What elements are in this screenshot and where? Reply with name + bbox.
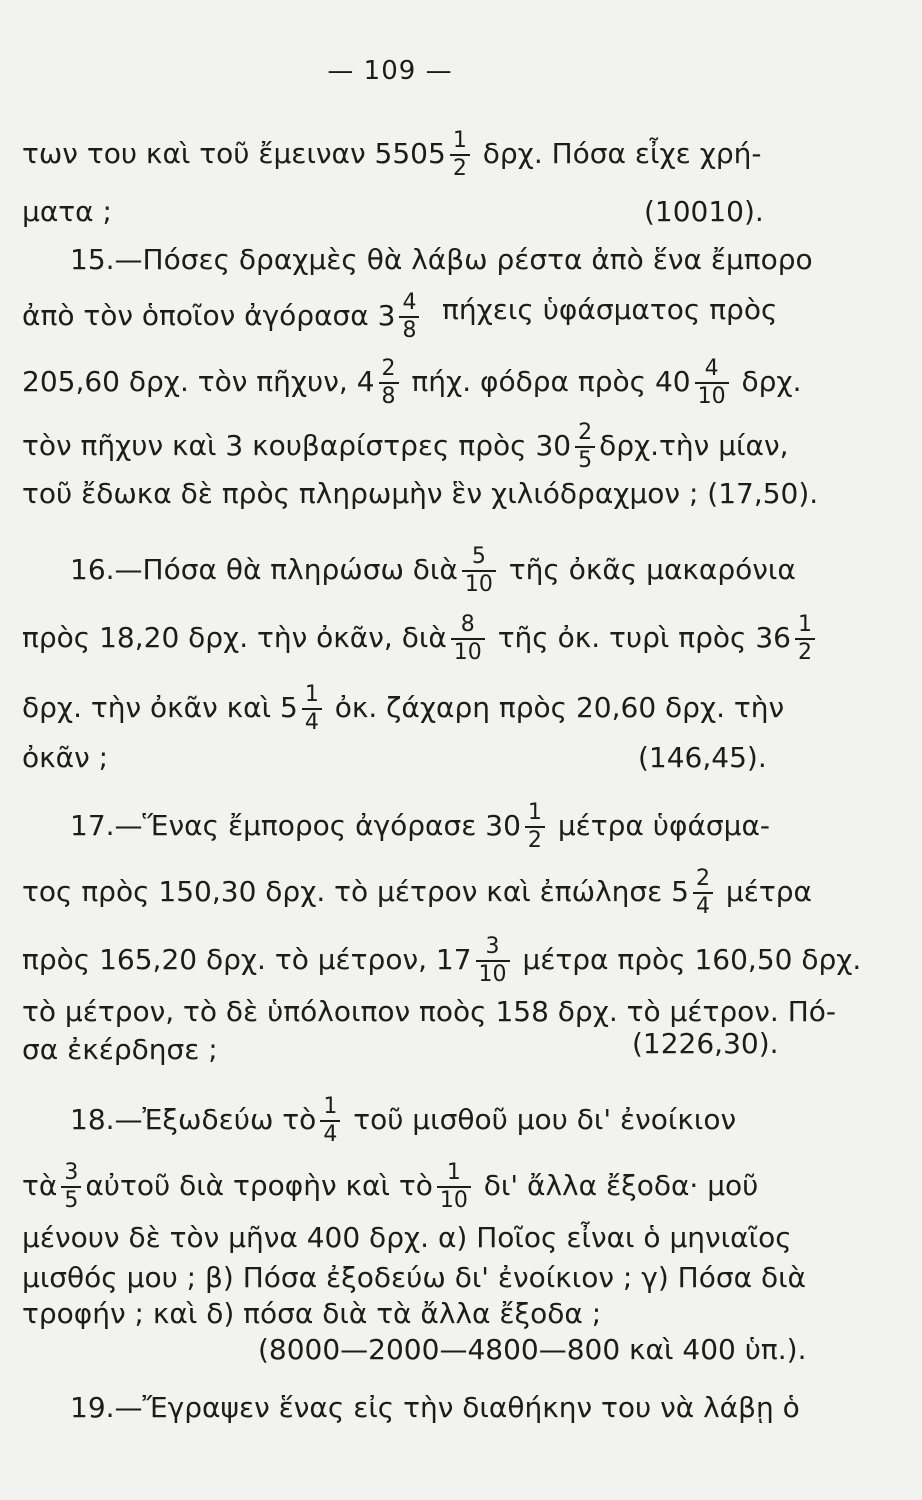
text-run: δρχ. τὴν ὀκᾶν καὶ 5 [22,691,298,724]
fraction [379,356,399,410]
problem-16-start: 16.—Πόσα θὰ πληρώσω διὰ [70,553,458,586]
fraction [575,420,595,474]
denominator: 8 [402,318,417,343]
denominator: 2 [798,640,812,665]
numerator: 8 [451,612,485,640]
text-line [22,290,782,344]
denominator: 4 [304,710,319,735]
text-run: τὰ [22,1169,58,1202]
text-run: ὀκ. ζάχαρη πρὸς 20,60 δρχ. τὴν [334,691,785,724]
answer: (10010). [644,195,764,228]
denominator: 2 [452,156,467,181]
text-run: δρχ. Πόσα εἶχε χρή- [482,137,762,170]
denominator: 5 [64,1188,79,1213]
text-line: τὸ μέτρον, τὸ δὲ ὑπόλοιπον ποὸς 158 δρχ. τὸ μέτρον. Πό- [22,995,836,1028]
denominator: 10 [464,572,493,597]
text-line: τοῦ ἔδωκα δὲ πρὸς πληρωμὴν ἓν χιλιόδραχμον ; (17,50). [22,477,819,510]
denominator: 8 [381,384,396,409]
numerator: 5 [462,544,496,572]
fraction [320,1094,340,1148]
denominator: 10 [697,384,726,409]
text-line: τροφήν ; καὶ δ) πόσα διὰ τὰ ἄλλα ἔξοδα ; [22,1297,602,1330]
denominator: 4 [696,894,710,919]
numerator: 3 [476,934,510,962]
fraction [795,612,815,666]
text-run: πήχ. φόδρα πρὸς 40 [411,365,691,398]
numerator: 2 [379,356,399,384]
text-run: 205,60 δρχ. τὸν πῆχυν, 4 [22,365,375,398]
text-run: μέτρα πρὸς 160,50 δρχ. [522,943,862,976]
numerator: 1 [795,612,815,640]
text-line [22,192,782,232]
numerator: 1 [437,1160,471,1188]
problem-19-start: 19.—Ἔγραψεν ἕνας εἰς τὴν διαθήκην του νὰ λάβῃ ὁ [70,1391,800,1424]
text-run: αὐτοῦ διὰ τροφὴν καὶ τὸ [85,1169,433,1202]
text-run: μέτρα [725,875,812,908]
text-line [22,1027,782,1070]
text-run: τοῦ μισθοῦ μου δι' ἐνοίκιον [353,1103,737,1136]
fraction [437,1160,471,1214]
text-run: δρχ. [741,365,802,398]
fraction [450,128,470,182]
fraction [451,612,485,666]
numerator: 3 [61,1160,81,1188]
problem-17-start: 17.—Ἕνας ἔμπορος ἀγόρασε 30 [70,809,521,842]
denominator: 2 [527,828,542,853]
fraction [399,290,419,344]
text-run: πρὸς 18,20 δρχ. τὴν ὀκᾶν, διὰ [22,621,447,654]
numerator: 1 [320,1094,340,1122]
denominator: 10 [453,640,482,665]
numerator: 1 [525,800,545,828]
text-run: πρὸς 165,20 δρχ. τὸ μέτρον, 17 [22,943,472,976]
answer: (8000—2000—4800—800 καὶ 400 ὑπ.). [258,1333,807,1366]
numerator: 2 [575,420,595,448]
text-run: ματα ; [22,195,112,228]
text-line [22,738,782,778]
text-line [22,128,782,182]
fraction [695,356,729,410]
numerator: 4 [695,356,729,384]
text-line: μένουν δὲ τὸν μῆνα 400 δρχ. α) Ποῖος εἶναι ὁ μηνιαῖος [22,1221,792,1254]
page-number: — 109 — [327,56,453,86]
text-run: των του καὶ τοῦ ἔμειναν 5505 [22,137,446,170]
fraction [525,800,545,854]
answer: (146,45). [638,741,767,774]
numerator: 1 [450,128,470,156]
denominator: 5 [578,448,593,473]
problem-18-start: 18.—Ἐξωδεύω τὸ [70,1103,317,1136]
numerator: 2 [693,866,713,894]
answer: (1226,30). [632,1027,779,1060]
denominator: 10 [439,1188,468,1213]
text-run: δι' ἄλλα ἔξοδα· μοῦ [483,1169,759,1202]
numerator: 4 [399,290,419,318]
text-run: μέτρα ὑφάσμα- [557,809,771,842]
text-line: μισθός μου ; β) Πόσα ἐξοδεύω δι' ἐνοίκιον ; γ) Πόσα διὰ [22,1261,806,1294]
fraction [476,934,510,988]
text-line [22,866,812,920]
denominator: 4 [323,1122,338,1147]
text-line [70,1094,830,1148]
text-line [22,682,785,736]
text-line [22,934,862,988]
text-run: τῆς ὀκ. τυρὶ πρὸς 36 [497,621,791,654]
text-line [70,544,830,598]
problem-15-start: 15.—Πόσες δραχμὲς θὰ λάβω ρέστα ἀπὸ ἕνα ἔμπορο [70,243,813,276]
text-run: τῆς ὀκᾶς μακαρόνια [508,553,796,586]
fraction [693,866,713,920]
text-line [22,420,789,474]
text-line [70,800,830,854]
fraction [302,682,322,736]
text-run: ὀκᾶν ; [22,741,109,774]
numerator: 1 [302,682,322,710]
text-run: ἀπὸ τὸν ὁποῖον ἀγόρασα 3 [22,299,396,332]
fraction [462,544,496,598]
text-line [22,356,802,410]
text-line [22,612,812,666]
text-run: πήχεις ὑφάσματος πρὸς [442,293,778,326]
text-line [22,1160,782,1214]
text-run: δρχ.τὴν μίαν, [599,429,789,462]
text-run: σα ἐκέρδησε ; [22,1033,218,1066]
text-run: τὸν πῆχυν καὶ 3 κουβαρίστρες πρὸς 30 [22,429,572,462]
fraction [61,1160,81,1214]
text-run: τος πρὸς 150,30 δρχ. τὸ μέτρον καὶ ἐπώλησε 5 [22,875,689,908]
denominator: 10 [478,962,507,987]
